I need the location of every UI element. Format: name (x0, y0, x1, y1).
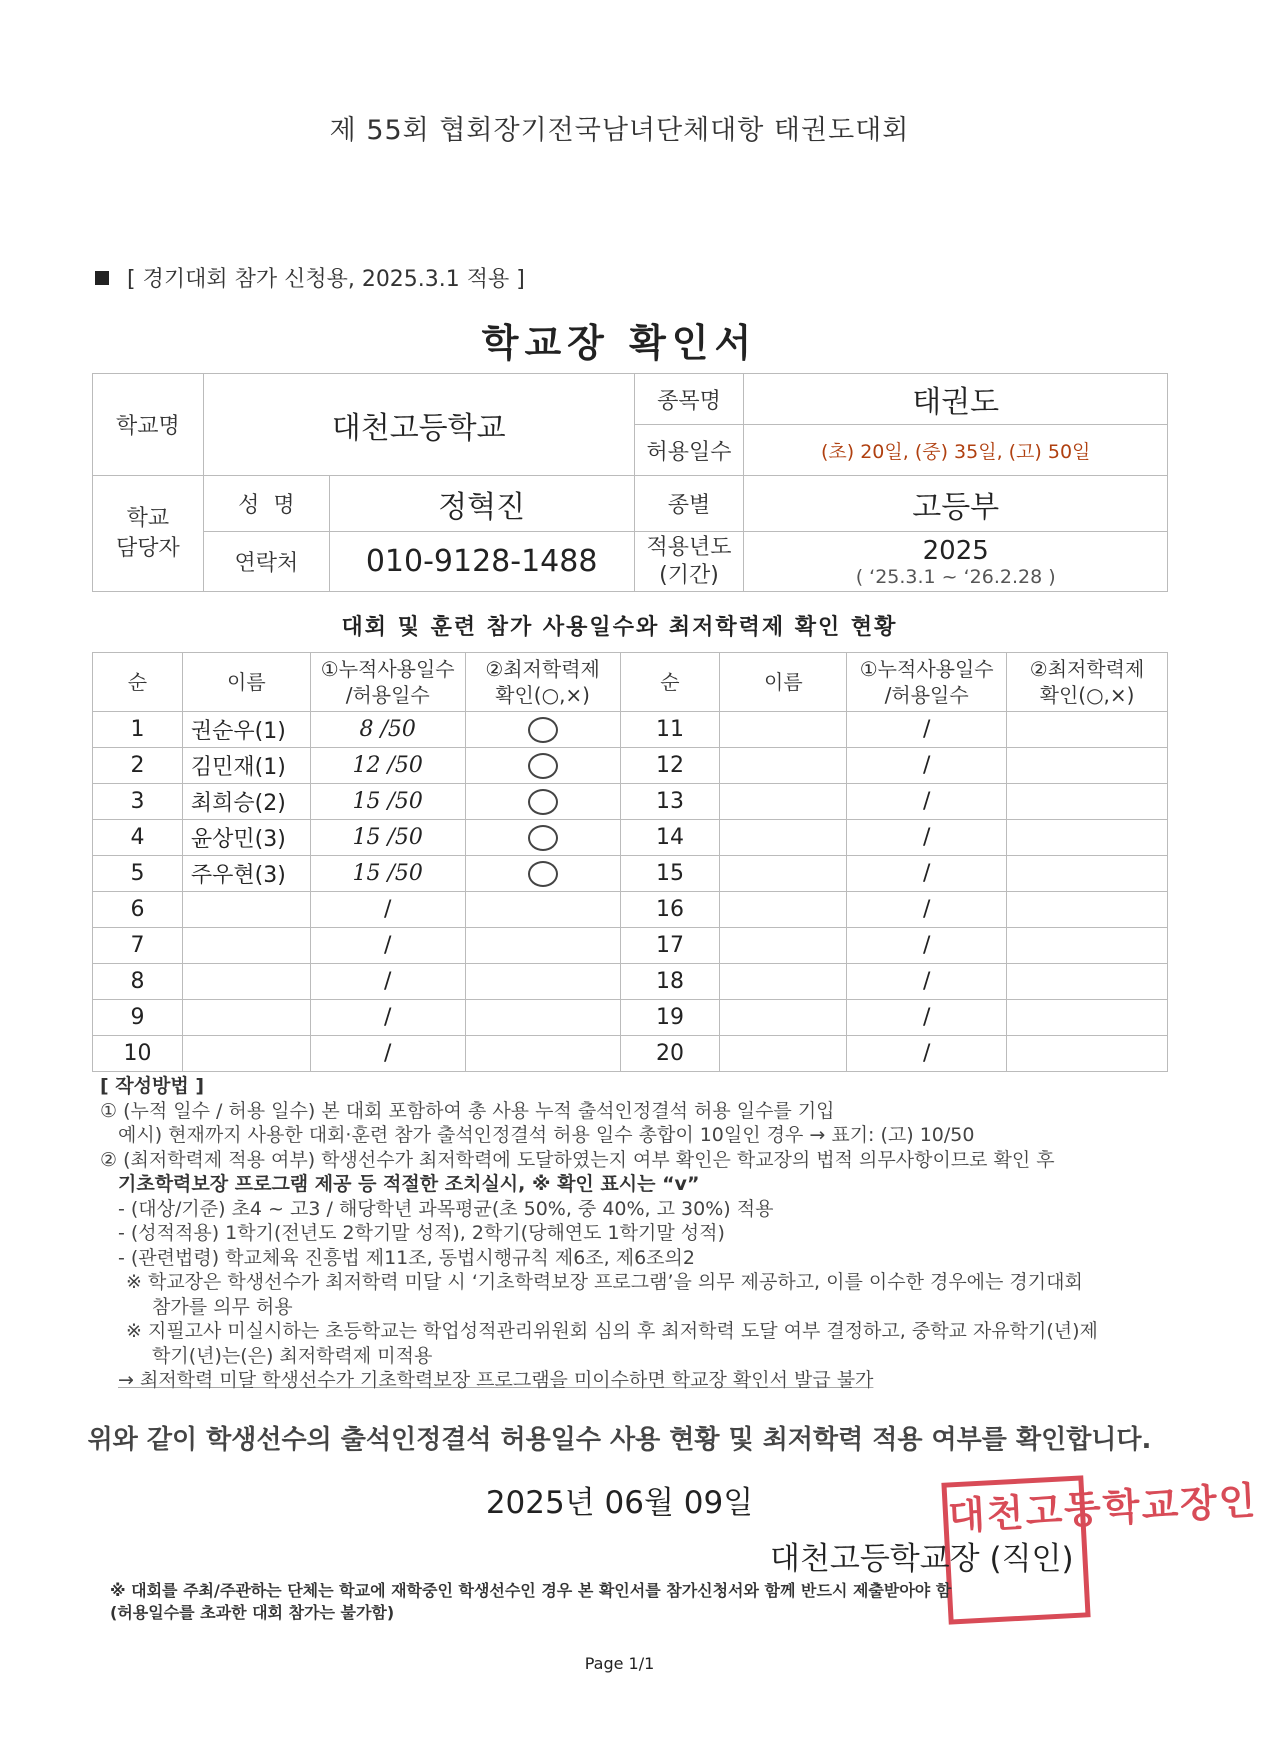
row-name (182, 964, 310, 1000)
row-name (182, 1000, 310, 1036)
status-table (92, 652, 1168, 1072)
row-days: / (310, 964, 465, 1000)
guide-line: ※ 지필고사 미실시하는 초등학교는 학업성적관리위원회 심의 후 최저학력 도달 여부 결정하고, 중학교 자유학기(년)제 (126, 1320, 1098, 1342)
row-days: / (310, 892, 465, 928)
row-name: 최희승(2) (182, 784, 310, 820)
school-info-table (92, 373, 1168, 592)
table-row (93, 892, 1168, 928)
contact-value: 010-9128-1488 (329, 532, 634, 592)
row-no: 9 (93, 1000, 183, 1036)
row-confirm (465, 892, 620, 928)
row-name: 권순우(1) (182, 712, 310, 748)
table-row (93, 964, 1168, 1000)
row-confirm (465, 928, 620, 964)
row-no: 20 (620, 1036, 720, 1072)
table-row (93, 1036, 1168, 1072)
row-no: 8 (93, 964, 183, 1000)
row-days: 15 /50 (310, 784, 465, 820)
row-confirm (1007, 928, 1168, 964)
guide-line: - (성적적용) 1학기(전년도 2학기말 성적), 2학기(당해연도 1학기말 성적) (118, 1222, 725, 1244)
allowed-days-label: 허용일수 (634, 425, 744, 476)
col-confirm: ②최저학력제 확인(○,×) (465, 653, 620, 712)
guide-line: ※ 학교장은 학생선수가 최저학력 미달 시 ‘기초학력보장 프로그램’을 의무 제공하고, 이를 이수한 경우에는 경기대회 (126, 1271, 1083, 1293)
row-name (720, 928, 847, 964)
division-label: 종별 (634, 476, 744, 532)
guide-line: → 최저학력 미달 학생선수가 기초학력보장 프로그램을 미이수하면 학교장 확인서 발급 불가 (118, 1369, 874, 1391)
table-row (93, 820, 1168, 856)
footnote: ※ 대회를 주최/주관하는 단체는 학교에 재학중인 학생선수인 경우 본 확인서를 참가신청서와 함께 반드시 제출받아야 함 (허용일수를 초과한 대회 참가는 불가함) (110, 1581, 952, 1622)
confirm-mark-icon (528, 789, 558, 815)
confirm-mark-icon (528, 825, 558, 851)
manager-name: 정혁진 (329, 476, 634, 532)
table-row (93, 712, 1168, 748)
row-no: 17 (620, 928, 720, 964)
guide-section (100, 1074, 1180, 1393)
row-name (182, 1036, 310, 1072)
row-confirm (1007, 892, 1168, 928)
row-no: 13 (620, 784, 720, 820)
status-title: 대회 및 훈련 참가 사용일수와 최저학력제 확인 현황 (341, 615, 898, 640)
page-number: Page 1/1 (584, 1654, 655, 1673)
contact-label: 연락처 (203, 532, 329, 592)
row-confirm (1007, 964, 1168, 1000)
table-row (93, 1000, 1168, 1036)
row-days: / (847, 1036, 1007, 1072)
table-row (93, 748, 1168, 784)
row-name (720, 892, 847, 928)
guide-line: 학기(년)는(은) 최저학력제 미적용 (152, 1344, 433, 1367)
row-days: 8 /50 (310, 712, 465, 748)
row-confirm (465, 712, 620, 748)
row-confirm (465, 820, 620, 856)
year-label: 적용년도 (기간) (634, 532, 744, 592)
row-confirm (465, 856, 620, 892)
row-confirm (1007, 1000, 1168, 1036)
table-row (93, 928, 1168, 964)
guide-line: 예시) 현재까지 사용한 대회·훈련 참가 출석인정결석 허용 일수 총합이 10일인 경우 → 표기: (고) 10/50 (118, 1124, 975, 1146)
confirm-statement: 위와 같이 학생선수의 출석인정결석 허용일수 사용 현황 및 최저학력 적용 여부를 확인합니다. (87, 1425, 1152, 1455)
row-name (720, 1036, 847, 1072)
name-label: 성 명 (203, 476, 329, 532)
table-row (93, 856, 1168, 892)
row-name (720, 1000, 847, 1036)
row-days: 12 /50 (310, 748, 465, 784)
guide-line: - (관련법령) 학교체육 진흥법 제11조, 동법시행규칙 제6조, 제6조의2 (118, 1246, 695, 1269)
period-value: ( ‘25.3.1 ~ ‘26.2.28 ) (855, 565, 1056, 588)
row-confirm (1007, 820, 1168, 856)
row-days: / (847, 1000, 1007, 1036)
col-no: 순 (93, 653, 183, 712)
row-name (182, 928, 310, 964)
signer: 대천고등학교장 (직인) (770, 1541, 1074, 1577)
row-confirm (465, 964, 620, 1000)
row-days: / (847, 892, 1007, 928)
school-label: 학교명 (93, 374, 204, 476)
row-no: 15 (620, 856, 720, 892)
manager-label: 학교 담당자 (93, 476, 204, 592)
year-value: 2025 (922, 535, 989, 566)
confirm-mark-icon (528, 861, 558, 887)
guide-heading: [ 작성방법 ] (100, 1075, 205, 1097)
row-name (720, 784, 847, 820)
row-no: 4 (93, 820, 183, 856)
row-confirm (1007, 712, 1168, 748)
row-no: 1 (93, 712, 183, 748)
row-name (720, 712, 847, 748)
row-confirm (1007, 1036, 1168, 1072)
row-no: 16 (620, 892, 720, 928)
row-name (720, 748, 847, 784)
doc-title: 학교장 확인서 (481, 321, 758, 365)
row-no: 10 (93, 1036, 183, 1072)
row-name: 김민재(1) (182, 748, 310, 784)
row-name: 윤상민(3) (182, 820, 310, 856)
row-days: / (847, 964, 1007, 1000)
confirm-mark-icon (528, 717, 558, 743)
apply-note (95, 262, 525, 293)
guide-line: 참가를 의무 허용 (152, 1295, 293, 1318)
row-confirm (1007, 856, 1168, 892)
status-rows (93, 712, 1168, 1072)
row-days: / (847, 748, 1007, 784)
row-days: 15 /50 (310, 856, 465, 892)
sport-label: 종목명 (634, 374, 744, 425)
confirm-mark-icon (528, 753, 558, 779)
row-no: 3 (93, 784, 183, 820)
row-no: 19 (620, 1000, 720, 1036)
col-days: ①누적사용일수 /허용일수 (310, 653, 465, 712)
row-confirm (465, 748, 620, 784)
row-name (720, 856, 847, 892)
row-days: / (847, 856, 1007, 892)
table-row (93, 784, 1168, 820)
school-name: 대천고등학교 (203, 374, 634, 476)
row-no: 7 (93, 928, 183, 964)
row-days: / (847, 820, 1007, 856)
row-confirm (465, 1036, 620, 1072)
guide-line: - (대상/기준) 초4 ~ 고3 / 해당학년 과목평균(초 50%, 중 40%, 고 30%) 적용 (118, 1197, 774, 1220)
row-confirm (1007, 784, 1168, 820)
col-confirm-right: ②최저학력제 확인(○,×) (1007, 653, 1168, 712)
row-days: / (847, 928, 1007, 964)
col-name-right: 이름 (720, 653, 847, 712)
row-days: / (847, 712, 1007, 748)
division-value: 고등부 (744, 476, 1168, 532)
row-no: 12 (620, 748, 720, 784)
event-title: 제 55회 협회장기전국남녀단체대항 태권도대회 (329, 115, 910, 146)
guide-line: 기초학력보장 프로그램 제공 등 적절한 조치실시, ※ 확인 표시는 “v” (118, 1173, 700, 1195)
guide-line: ② (최저학력제 적용 여부) 학생선수가 최저학력에 도달하였는지 여부 확인은 학교장의 법적 의무사항이므로 확인 후 (100, 1148, 1055, 1171)
row-no: 6 (93, 892, 183, 928)
row-days: / (310, 1036, 465, 1072)
col-name: 이름 (182, 653, 310, 712)
row-days: / (310, 928, 465, 964)
row-confirm (465, 784, 620, 820)
issue-date: 2025년 06월 09일 (485, 1485, 754, 1521)
row-name (182, 892, 310, 928)
row-no: 18 (620, 964, 720, 1000)
row-days: / (847, 784, 1007, 820)
row-name (720, 964, 847, 1000)
guide-line: ① (누적 일수 / 허용 일수) 본 대회 포함하여 총 사용 누적 출석인정결석 허용 일수를 기입 (100, 1099, 835, 1122)
col-no-right: 순 (620, 653, 720, 712)
allowed-days-value: (초) 20일, (중) 35일, (고) 50일 (744, 425, 1168, 476)
year-cell (744, 532, 1168, 592)
row-no: 2 (93, 748, 183, 784)
row-days: 15 /50 (310, 820, 465, 856)
apply-note-text: [ 경기대회 참가 신청용, 2025.3.1 적용 ] (127, 267, 525, 292)
row-no: 14 (620, 820, 720, 856)
row-confirm (1007, 748, 1168, 784)
official-seal: 대천고등학교장인 (941, 1475, 1090, 1624)
sport-value: 태권도 (744, 374, 1168, 425)
row-days: / (310, 1000, 465, 1036)
col-days-right: ①누적사용일수 /허용일수 (847, 653, 1007, 712)
row-no: 5 (93, 856, 183, 892)
row-name: 주우현(3) (182, 856, 310, 892)
row-confirm (465, 1000, 620, 1036)
row-name (720, 820, 847, 856)
row-no: 11 (620, 712, 720, 748)
square-bullet-icon (95, 271, 109, 285)
